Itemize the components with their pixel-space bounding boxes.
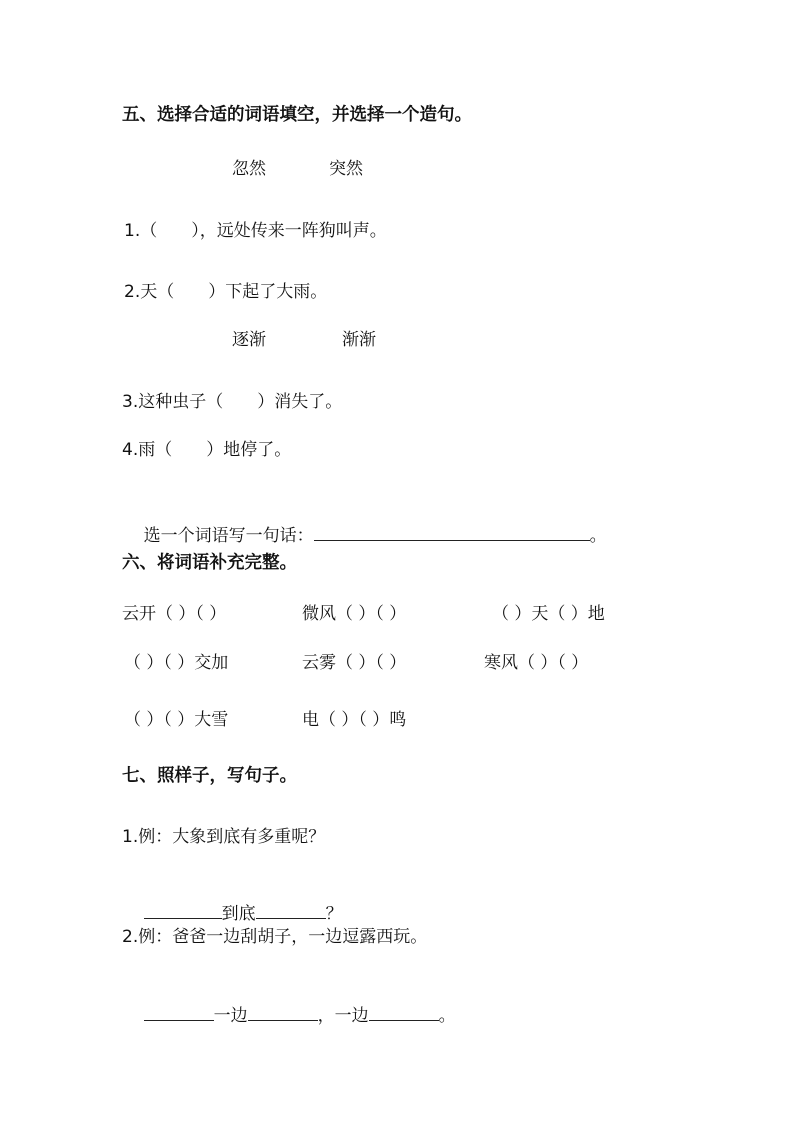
sentence-blank[interactable] — [314, 522, 590, 541]
idiom-2-3: 寒风（ ）（ ） — [484, 653, 589, 673]
word-option-jianjian: 渐渐 — [342, 330, 376, 350]
question-2: 2.天（ ）下起了大雨。 — [124, 282, 328, 302]
exercise-2-comma: ， — [317, 1006, 335, 1026]
idiom-3-1: （ ）（ ）大雪 — [124, 710, 229, 730]
exercise-2-blank-a[interactable] — [144, 1002, 214, 1021]
idiom-1-1: 云开（ ）（ ） — [122, 604, 227, 624]
sentence-prompt: 选一个词语写一句话： — [143, 526, 314, 546]
question-1: 1.（ ），远处传来一阵狗叫声。 — [124, 221, 387, 241]
idiom-2-1: （ ）（ ）交加 — [124, 653, 229, 673]
idiom-1-3: （ ）天（ ）地 — [492, 604, 605, 624]
idiom-3-2: 电（ ）（ ）鸣 — [302, 710, 407, 730]
section7-title: 七、照样子，写句子。 — [122, 766, 297, 786]
word-option-huran: 忽然 — [232, 159, 266, 179]
exercise-2-end: 。 — [438, 1006, 456, 1026]
exercise-2-blank-c[interactable] — [369, 1002, 439, 1021]
idiom-2-2: 云雾（ ）（ ） — [302, 653, 407, 673]
section6-title: 六、将词语补充完整。 — [122, 553, 297, 573]
exercise-2-row — [122, 980, 456, 1049]
section5-title: 五、选择合适的词语填空，并选择一个造句。 — [122, 105, 472, 125]
question-3: 3.这种虫子（ ）消失了。 — [122, 392, 343, 412]
exercise-1-blank-a[interactable] — [144, 900, 222, 919]
exercise-2-word-2: 一边 — [334, 1006, 369, 1026]
example-2: 2.例：爸爸一边刮胡子，一边逗露西玩。 — [122, 927, 428, 947]
example-1: 1.例：大象到底有多重呢？ — [122, 827, 326, 847]
word-option-zhujian: 逐渐 — [232, 330, 266, 350]
exercise-1-word: 到底 — [221, 904, 256, 924]
exercise-2-word-1: 一边 — [213, 1006, 248, 1026]
idiom-1-2: 微风（ ）（ ） — [302, 604, 407, 624]
exercise-1-blank-b[interactable] — [256, 900, 326, 919]
sentence-period: 。 — [589, 526, 607, 546]
exercise-2-blank-b[interactable] — [248, 1002, 318, 1021]
exercise-1-end: ？ — [325, 904, 343, 924]
word-option-turan: 突然 — [329, 159, 363, 179]
question-4: 4.雨（ ）地停了。 — [122, 440, 292, 460]
